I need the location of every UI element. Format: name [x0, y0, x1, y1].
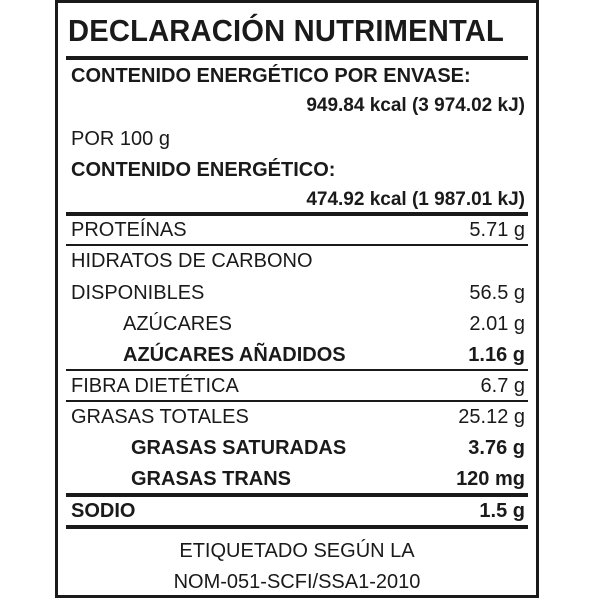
proteins-label: PROTEÍNAS	[71, 219, 187, 241]
energy-per-package-label: CONTENIDO ENERGÉTICO POR ENVASE:	[71, 65, 471, 87]
footer-line2: NOM-051-SCFI/SSA1-2010	[173, 571, 421, 593]
energy-divider	[66, 212, 528, 216]
row-divider	[66, 369, 528, 371]
saturated-fat-value: 3.76 g	[468, 437, 525, 459]
energy-per-package-value: 949.84 kcal (3 974.02 kJ)	[306, 95, 525, 116]
label-title: DECLARACIÓN NUTRIMENTAL	[68, 13, 504, 48]
energy-label: CONTENIDO ENERGÉTICO:	[71, 159, 336, 181]
energy-value: 474.92 kcal (1 987.01 kJ)	[306, 189, 525, 210]
row-divider	[66, 244, 528, 246]
added-sugars-value: 1.16 g	[468, 344, 525, 366]
added-sugars-label: AZÚCARES AÑADIDOS	[123, 344, 346, 366]
fiber-label: FIBRA DIETÉTICA	[71, 375, 239, 397]
sodium-value: 1.5 g	[479, 500, 525, 522]
fat-divider	[66, 493, 528, 497]
saturated-fat-label: GRASAS SATURADAS	[131, 437, 347, 459]
sodium-label: SODIO	[71, 500, 136, 522]
fiber-value: 6.7 g	[480, 375, 525, 397]
sugars-value: 2.01 g	[469, 313, 525, 335]
footer-line1: ETIQUETADO SEGÚN LA	[179, 540, 415, 562]
carbs-label-line1: HIDRATOS DE CARBONO	[71, 250, 313, 272]
total-fat-value: 25.12 g	[458, 406, 525, 428]
carbs-label: DISPONIBLES	[71, 282, 205, 304]
per-100g-label: POR 100 g	[71, 128, 170, 150]
title-divider	[66, 56, 528, 60]
carbs-value: 56.5 g	[469, 282, 525, 304]
nutrition-label	[55, 0, 539, 598]
trans-fat-value: 120 mg	[456, 468, 525, 490]
sodium-divider	[66, 525, 528, 529]
total-fat-label: GRASAS TOTALES	[71, 406, 249, 428]
sugars-label: AZÚCARES	[123, 313, 232, 335]
row-divider	[66, 400, 528, 402]
trans-fat-label: GRASAS TRANS	[131, 468, 292, 490]
proteins-value: 5.71 g	[469, 219, 525, 241]
